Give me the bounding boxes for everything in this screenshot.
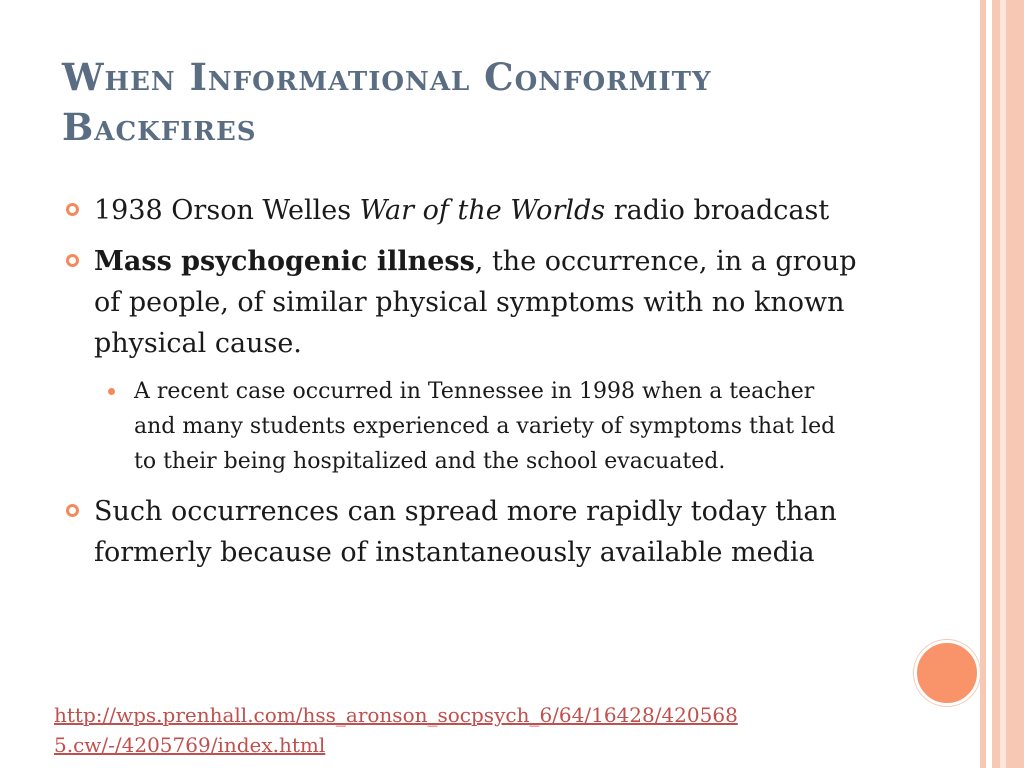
sub-bullet-icon	[108, 388, 115, 395]
bullet-term: Mass psychogenic illness	[94, 246, 475, 277]
bullet-list	[62, 190, 882, 583]
bullet-item-1	[62, 190, 882, 231]
bullet-text-prefix: 1938 Orson Welles	[94, 195, 360, 226]
bullet-icon	[66, 254, 79, 267]
bullet-item-3	[62, 491, 882, 573]
bullet-text: Such occurrences can spread more rapidly today than formerly because of instantaneously available media	[94, 496, 837, 568]
source-link-line-2[interactable]: 5.cw/-/4205769/index.html	[54, 733, 326, 757]
title-line-2: Backfires	[62, 105, 257, 149]
slide-title	[62, 52, 962, 152]
decor-stripe	[980, 0, 986, 768]
source-link[interactable]	[54, 700, 874, 760]
bullet-icon	[66, 203, 79, 216]
source-link-line-1[interactable]: http://wps.prenhall.com/hss_aronson_socpsych_6/64/16428/420568	[54, 703, 738, 727]
bullet-text: , the occurrence, in a group of people, of similar physical symptoms with no known physical cause.	[94, 246, 857, 359]
sub-bullet-text: A recent case occurred in Tennessee in 1998 when a teacher and many students experienced a variety of symptoms that led to their being hospitalized and the school evacuated.	[134, 379, 836, 474]
bullet-text-suffix: radio broadcast	[605, 195, 830, 226]
decor-stripe	[1006, 0, 1024, 768]
bullet-icon	[66, 504, 79, 517]
decor-circle	[914, 640, 980, 706]
decor-stripe	[992, 0, 1000, 768]
title-line-1: When Informational Conformity	[62, 55, 712, 99]
bullet-text-italic: War of the Worlds	[359, 195, 606, 226]
sub-bullet-item	[104, 374, 854, 479]
bullet-item-2	[62, 241, 882, 364]
